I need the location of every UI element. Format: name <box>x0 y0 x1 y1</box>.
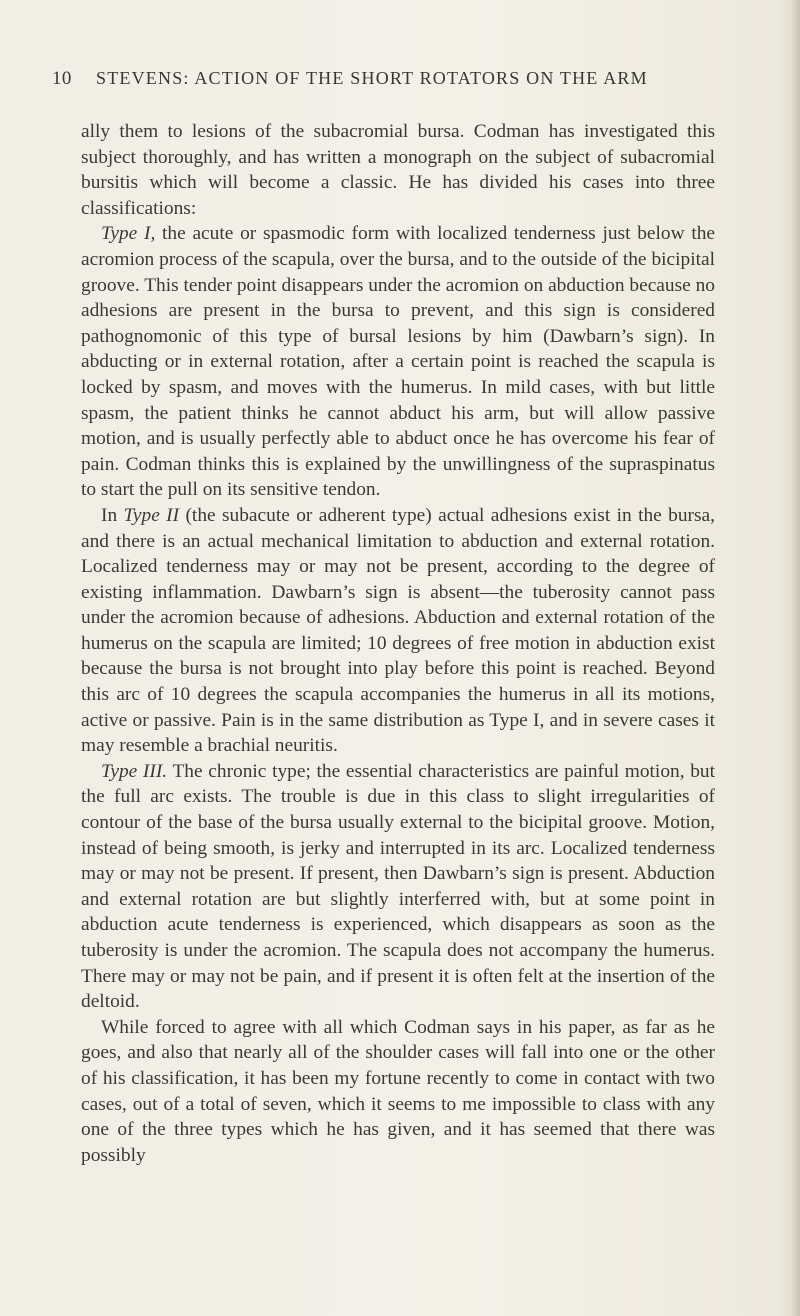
page-edge-shadow <box>778 0 800 1316</box>
type-ii-lead: Type II <box>123 504 180 526</box>
paragraph-type-ii <box>81 503 715 759</box>
type-i-lead: Type I, <box>101 223 156 245</box>
running-header <box>52 68 712 90</box>
page-number: 10 <box>52 68 72 89</box>
paragraph-text: (the subacute or adherent type) actual adhesions exist in the bursa, and there is an actual mechanical limitation to abduction and external rotation. Localized tenderness may or may not be present, according to the degree of existing inflammation. Dawbarn’s sign is absent—the tuberosity cannot pass under the acromion because of adhesions. Abduction and external rotation of the humerus on the scapula are limited; 10 degrees of free motion in abduction exist because the bursa is not brought into play before this point is reached. Beyond this arc of 10 degrees the scapula accompanies the humerus in all its motions, active or passive. Pain is in the same distribution as Type I, and in severe cases it may resemble a brachial neuritis. <box>81 504 715 757</box>
paragraph-conclusion <box>81 1015 715 1169</box>
paragraph-type-iii <box>81 759 715 1015</box>
paragraph-text: While forced to agree with all which Codman says in his paper, as far as he goes, and also that nearly all of the shoulder cases will fall into one or the other of his classification, it has been my fortune recently to come in contact with two cases, out of a total of seven, which it seems to me impossible to class with any one of the three types which he has given, and it has seemed that there was possibly <box>81 1016 715 1166</box>
paragraph-continued <box>81 119 715 221</box>
paragraph-text: the acute or spasmodic form with localized tenderness just below the acromion process of the scapula, over the bursa, and to the outside of the bicipital groove. This tender point disappears under the acromion on abduction because no adhesions are present in the bursa to prevent, and this sign is considered pathognomonic of this type of bursal lesions by him (Dawbarn’s sign). In abducting or in external rotation, after a certain point is reached the scapula is locked by spasm, and moves with the humerus. In mild cases, with but little spasm, the patient thinks he cannot abduct his arm, but will allow passive motion, and is usually perfectly able to abduct once he has overcome his fear of pain. Codman thinks this is explained by the unwillingness of the supraspinatus to start the pull on its sensitive tendon. <box>81 223 716 501</box>
paragraph-text: ally them to lesions of the subacromial bursa. Codman has investigated this subject thoroughly, and has written a monograph on the subject of subacromial bursitis which will become a classic. He has divided his cases into three classifications: <box>81 121 715 219</box>
body-text <box>81 119 715 1168</box>
running-title: STEVENS: ACTION OF THE SHORT ROTATORS ON THE ARM <box>96 68 648 88</box>
type-iii-lead: Type III. <box>101 760 168 782</box>
paragraph-text: The chronic type; the essential characteristics are painful motion, but the full arc exists. The trouble is due in this class to slight irregularities of contour of the base of the bursa usually external to the bicipital groove. Motion, instead of being smooth, is jerky and interrupted in its arc. Localized tenderness may or may not be present. If present, then Dawbarn’s sign is present. Abduction and external rotation are but slightly interferred with, but at some point in abduction acute tenderness is experienced, which disappears as soon as the tuberosity is under the acromion. The scapula does not accompany the humerus. There may or may not be pain, and if present it is often felt at the insertion of the deltoid. <box>81 760 715 1013</box>
paragraph-type-i <box>81 221 715 503</box>
type-ii-prefix: In <box>101 504 124 526</box>
